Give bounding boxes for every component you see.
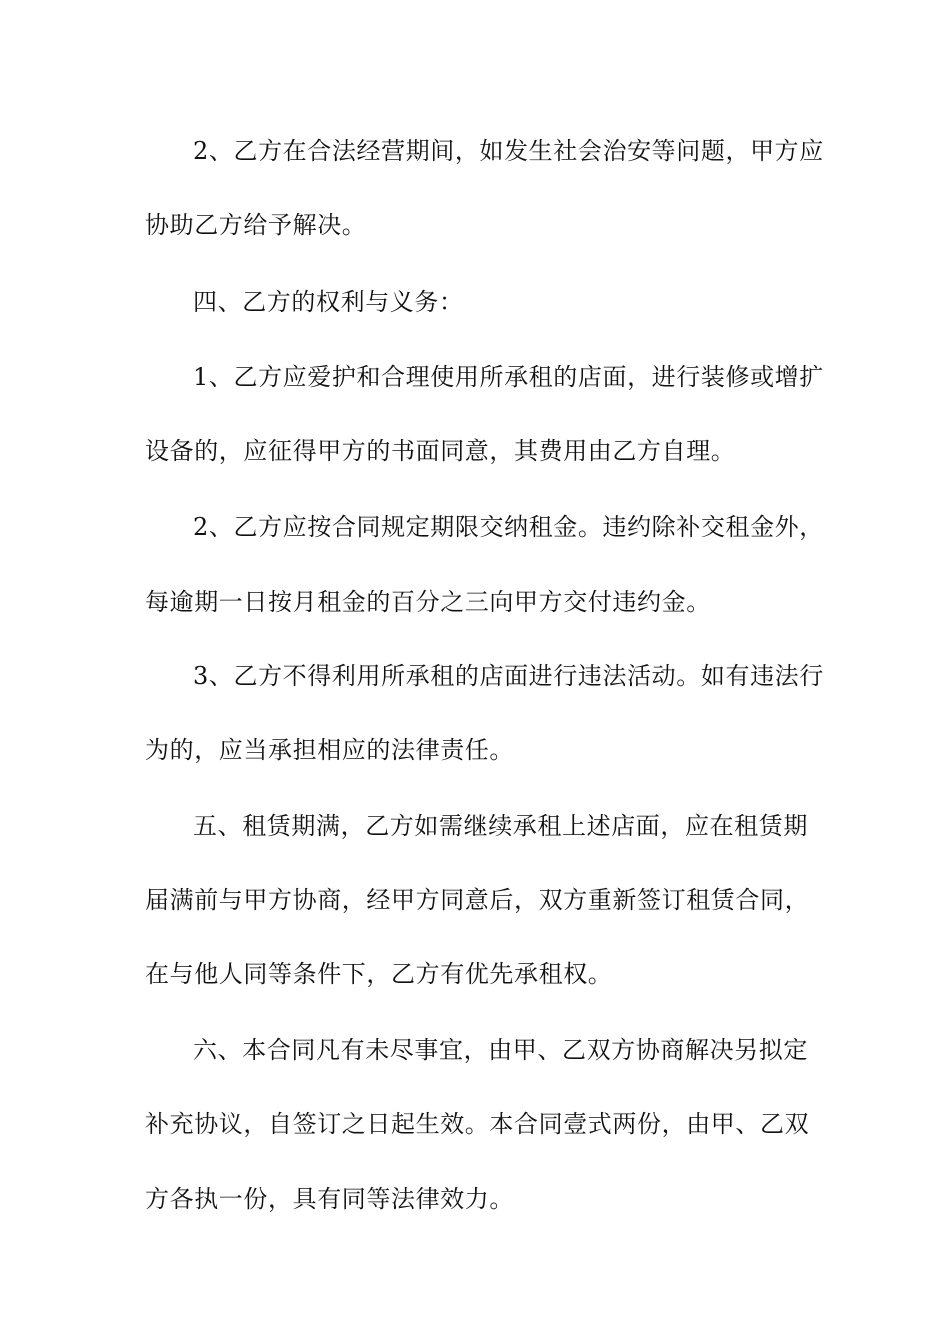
clause-4-1-line-1: 1、乙方应爱护和合理使用所承租的店面，进行装修或增扩 [193,363,824,391]
section-6-line-3: 方各执一份，具有同等法律效力。 [145,1185,514,1213]
section-5-line-2: 届满前与甲方协商，经甲方同意后，双方重新签订租赁合同， [145,886,810,914]
section-5-line-3: 在与他人同等条件下，乙方有优先承租权。 [145,960,613,988]
section-6-line-2: 补充协议，自签订之日起生效。本合同壹式两份，由甲、乙双 [145,1110,810,1138]
section-6-line-1: 六、本合同凡有未尽事宜，由甲、乙双方协商解决另拟定 [193,1036,808,1064]
clause-4-2-line-1: 2、乙方应按合同规定期限交纳租金。违约除补交租金外， [193,513,824,541]
section-4-heading: 四、乙方的权利与义务： [193,288,464,316]
clause-4-3-line-2: 为的，应当承担相应的法律责任。 [145,736,514,764]
section-5-line-1: 五、租赁期满，乙方如需继续承租上述店面，应在租赁期 [193,812,808,840]
clause-3-2-line-1: 2、乙方在合法经营期间，如发生社会治安等问题，甲方应 [193,137,824,165]
clause-4-1-line-2: 设备的，应征得甲方的书面同意，其费用由乙方自理。 [145,437,736,465]
clause-3-2-line-2: 协助乙方给予解决。 [145,211,367,239]
clause-4-2-line-2: 每逾期一日按月租金的百分之三向甲方交付违约金。 [145,588,711,616]
clause-4-3-line-1: 3、乙方不得利用所承租的店面进行违法活动。如有违法行 [193,662,824,690]
